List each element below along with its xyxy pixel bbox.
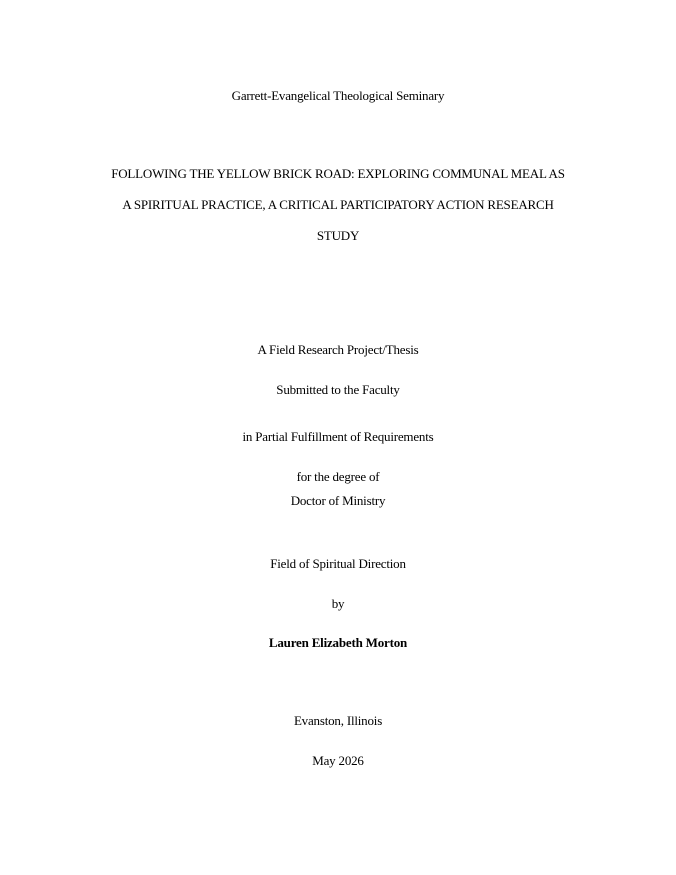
thesis-title-line-3: STUDY <box>316 228 360 243</box>
thesis-title-line-2: A SPIRITUAL PRACTICE, A CRITICAL PARTICIPATORY ACTION RESEARCH <box>122 197 554 212</box>
submission-date: May 2026 <box>312 753 364 768</box>
field-of-study: Field of Spiritual Direction <box>270 556 406 571</box>
submitted-to: Submitted to the Faculty <box>276 382 400 397</box>
degree-intro: for the degree of <box>296 469 380 484</box>
author-name: Lauren Elizabeth Morton <box>268 635 408 650</box>
fulfillment-statement: in Partial Fulfillment of Requirements <box>242 429 434 444</box>
by-label: by <box>331 596 345 611</box>
location: Evanston, Illinois <box>293 713 383 728</box>
institution-name: Garrett-Evangelical Theological Seminary <box>231 88 445 103</box>
project-type: A Field Research Project/Thesis <box>257 342 419 357</box>
degree-name: Doctor of Ministry <box>290 493 386 508</box>
thesis-title-line-1: FOLLOWING THE YELLOW BRICK ROAD: EXPLORING COMMUNAL MEAL AS <box>111 166 565 181</box>
